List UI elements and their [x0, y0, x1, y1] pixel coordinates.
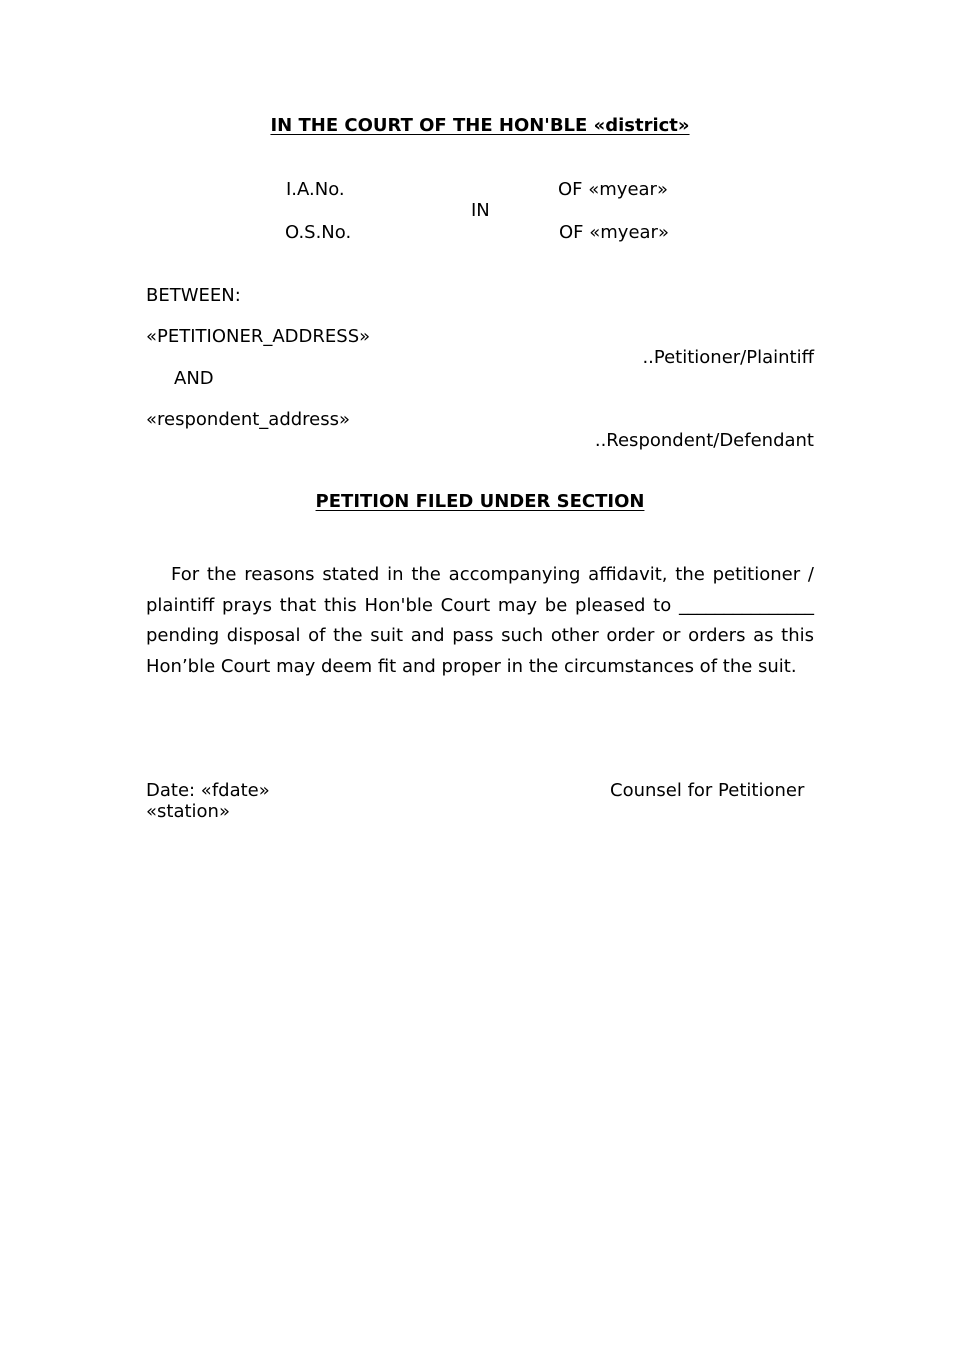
court-title: IN THE COURT OF THE HON'BLE «district»: [270, 115, 690, 136]
respondent-address: «respondent_address»: [146, 409, 351, 430]
ia-number-label: I.A.No.: [286, 179, 345, 200]
os-number-label: O.S.No.: [285, 222, 352, 243]
respondent-role: ..Respondent/Defendant: [594, 430, 814, 451]
petitioner-role: ..Petitioner/Plaintiff: [642, 347, 814, 368]
date-field: Date: «fdate»: [146, 780, 270, 801]
os-year: OF «myear»: [559, 222, 669, 243]
petition-body: [146, 560, 814, 683]
counsel-signature-label: Counsel for Petitioner: [610, 780, 805, 801]
and-label: AND: [174, 368, 214, 389]
ia-year: OF «myear»: [558, 179, 668, 200]
petition-heading: PETITION FILED UNDER SECTION: [315, 491, 645, 512]
petitioner-address: «PETITIONER_ADDRESS»: [146, 326, 371, 347]
station-field: «station»: [146, 801, 230, 822]
between-label: BETWEEN:: [146, 285, 241, 306]
petition-body-text: For the reasons stated in the accompanying affidavit, the petitioner / plaintiff prays that this Hon'ble Court may be pleased to _______________ pending disposal of the suit and pass such other order or orders as this Hon’ble Court may deem fit and proper in the circumstances of the suit.: [146, 564, 814, 678]
in-connector: IN: [471, 200, 490, 221]
